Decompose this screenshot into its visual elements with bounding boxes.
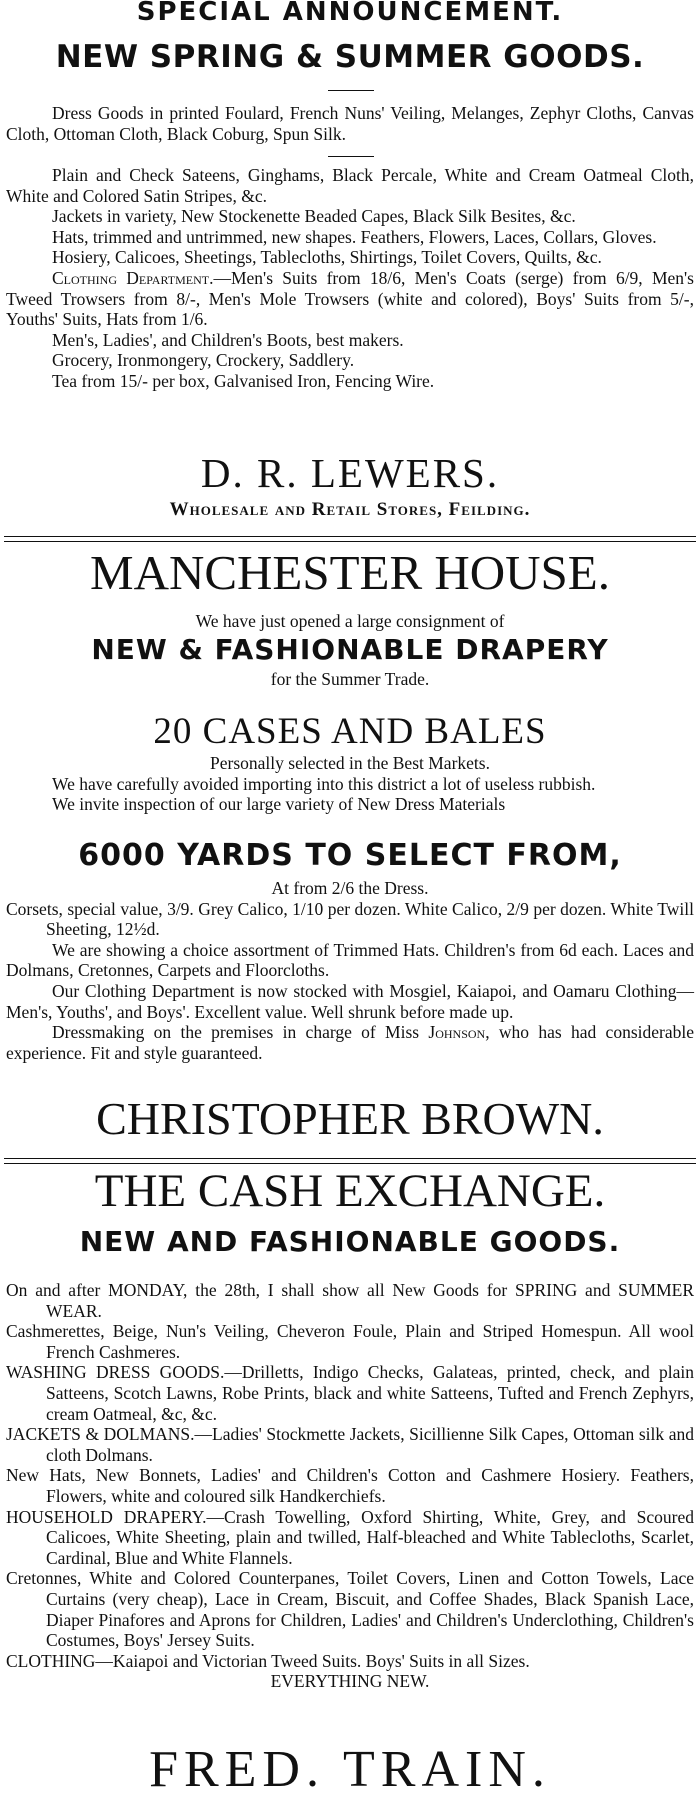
ad3-cashmerettes: Cashmerettes, Beige, Nun's Veiling, Cheveron Foule, Plain and Striped Homespun. All wool French Cashmeres. <box>6 1321 694 1362</box>
ad1-grocery: Grocery, Ironmongery, Crockery, Saddlery. <box>52 350 355 371</box>
ad1-clothing-text: —Men's Suits from 18/6, Men's Coats (serge) from 6/9, Men's Tweed Trowsers from 8/-, Men's Mole Trowsers (white and colored), Boys' Suits from 5/-, Youths' Suits, Hats from 1/6. <box>6 267 694 330</box>
ad1-rule-2 <box>328 156 374 157</box>
ad2-headline: MANCHESTER HOUSE. <box>90 545 610 600</box>
ad1-merchant-address: Wholesale and Retail Stores, Feilding. <box>169 499 531 520</box>
ad3-new-hats: New Hats, New Bonnets, Ladies' and Children's Cotton and Cashmere Hosiery. Feathers, Flowers, white and coloured silk Handkerchiefs. <box>6 1465 694 1506</box>
ad2-dressmaking <box>0 1022 700 1063</box>
ad2-at-from: At from 2/6 the Dress. <box>271 878 429 898</box>
ad3-washing: WASHING DRESS GOODS.—Drilletts, Indigo Checks, Galateas, printed, check, and plain Satteens, Scotch Lawns, Robe Prints, black and white Satteens, Tufted and French Zephyrs, cream Oatmeal, &c, &c. <box>6 1362 694 1424</box>
ad1-dress-goods: Dress Goods in printed Foulard, French Nuns' Veiling, Melanges, Zephyr Cloths, Canvas Cloth, Ottoman Cloth, Black Coburg, Spun Silk. <box>6 103 694 144</box>
ad3-jackets: JACKETS & DOLMANS.—Ladies' Stockmette Jackets, Sicillienne Silk Capes, Ottoman silk and cloth Dolmans. <box>6 1424 694 1465</box>
ad2-corsets: Corsets, special value, 3/9. Grey Calico, 1/10 per dozen. White Calico, 2/9 per dozen. White Twill Sheeting, 12½d. <box>6 898 694 940</box>
ad3-everything-new: EVERYTHING NEW. <box>270 1671 430 1692</box>
ad1-headline: NEW SPRING & SUMMER GOODS. <box>55 39 645 75</box>
ad3-cretonnes: Cretonnes, White and Colored Counterpanes, Toilet Covers, Linen and Cotton Towels, Lace Curtains (very cheap), Lace in Cream, Biscuit, and Coffee Shades, Black Spanish Lace, Diaper Pinafores and Aprons for Children, Ladies' and Children's Underclothing, Children's Costumes, Boys' Jersey Suits. <box>6 1568 694 1651</box>
ad2-dress-name: Johnson <box>428 1022 486 1043</box>
ad1-hosiery: Hosiery, Calicoes, Sheetings, Tablecloths, Shirtings, Toilet Covers, Quilts, &c. <box>52 247 602 268</box>
ad1-clothing-department <box>0 268 700 330</box>
ad2-for-trade: for the Summer Trade. <box>270 669 430 689</box>
ad1-sateens: Plain and Check Sateens, Ginghams, Black Percale, White and Cream Oatmeal Cloth, White and Colored Satin Stripes, &c. <box>6 165 694 206</box>
ad2-trimmed-hats: We are showing a choice assortment of Trimmed Hats. Children's from 6d each. Laces and Dolmans, Cretonnes, Carpets and Floorcloths. <box>6 939 694 981</box>
ad2-subhead: NEW & FASHIONABLE DRAPERY <box>91 633 609 666</box>
ad3-merchant-name: FRED. TRAIN. <box>149 1741 551 1798</box>
ad3-monday: On and after MONDAY, the 28th, I shall show all New Goods for SPRING and SUMMER WEAR. <box>6 1280 694 1321</box>
ad1-merchant-name: D. R. LEWERS. <box>200 450 500 496</box>
ad3-headline: THE CASH EXCHANGE. <box>94 1165 606 1217</box>
ad1-clothing-label: Clothing Department. <box>52 267 214 288</box>
ad2-merchant-name: CHRISTOPHER BROWN. <box>96 1093 604 1144</box>
ad1-tea: Tea from 15/- per box, Galvanised Iron, Fencing Wire. <box>52 370 435 391</box>
ad3-subhead: NEW AND FASHIONABLE GOODS. <box>79 1225 621 1258</box>
ad3-clothing: CLOTHING—Kaiapoi and Victorian Tweed Suits. Boys' Suits in all Sizes. <box>6 1650 530 1671</box>
ad1-ad2-divider <box>4 536 696 542</box>
ad2-intro: We have just opened a large consignment of <box>195 611 505 631</box>
ad1-hats: Hats, trimmed and untrimmed, new shapes. Feathers, Flowers, Laces, Collars, Gloves. <box>52 226 657 247</box>
ad2-avoided: We have carefully avoided importing into this district a lot of useless rubbish. <box>52 773 596 794</box>
ad2-cases: 20 CASES AND BALES <box>153 711 547 752</box>
ad2-invite: We invite inspection of our large variety of New Dress Materials <box>52 794 506 815</box>
ad2-dress-pre: Dressmaking on the premises in charge of Miss <box>52 1022 429 1043</box>
ad2-clothing: Our Clothing Department is now stocked with Mosgiel, Kaiapoi, and Oamaru Clothing—Men's, Youths', and Boys'. Excellent value. Well shrunk before made up. <box>6 980 694 1022</box>
ad1-rule-1 <box>328 90 374 91</box>
ad2-dress-post: , who has had considerable experience. Fit and style guaranteed. <box>6 1022 694 1063</box>
ad3-household: HOUSEHOLD DRAPERY.—Crash Towelling, Oxford Shirting, White, Grey, and Scoured Calicoes, White Sheeting, plain and twilled, Half-bleached and White Tablecloths, Scarlet, Cardinal, Blue and White Flannels. <box>6 1506 694 1568</box>
ad1-jackets: Jackets in variety, New Stockenette Beaded Capes, Black Silk Besites, &c. <box>52 206 576 227</box>
ad2-selected: Personally selected in the Best Markets. <box>210 753 490 773</box>
ad2-yards: 6000 YARDS TO SELECT FROM, <box>78 838 622 873</box>
ad1-boots: Men's, Ladies', and Children's Boots, best makers. <box>52 329 404 350</box>
ad1-kicker: SPECIAL ANNOUNCEMENT. <box>136 0 564 27</box>
